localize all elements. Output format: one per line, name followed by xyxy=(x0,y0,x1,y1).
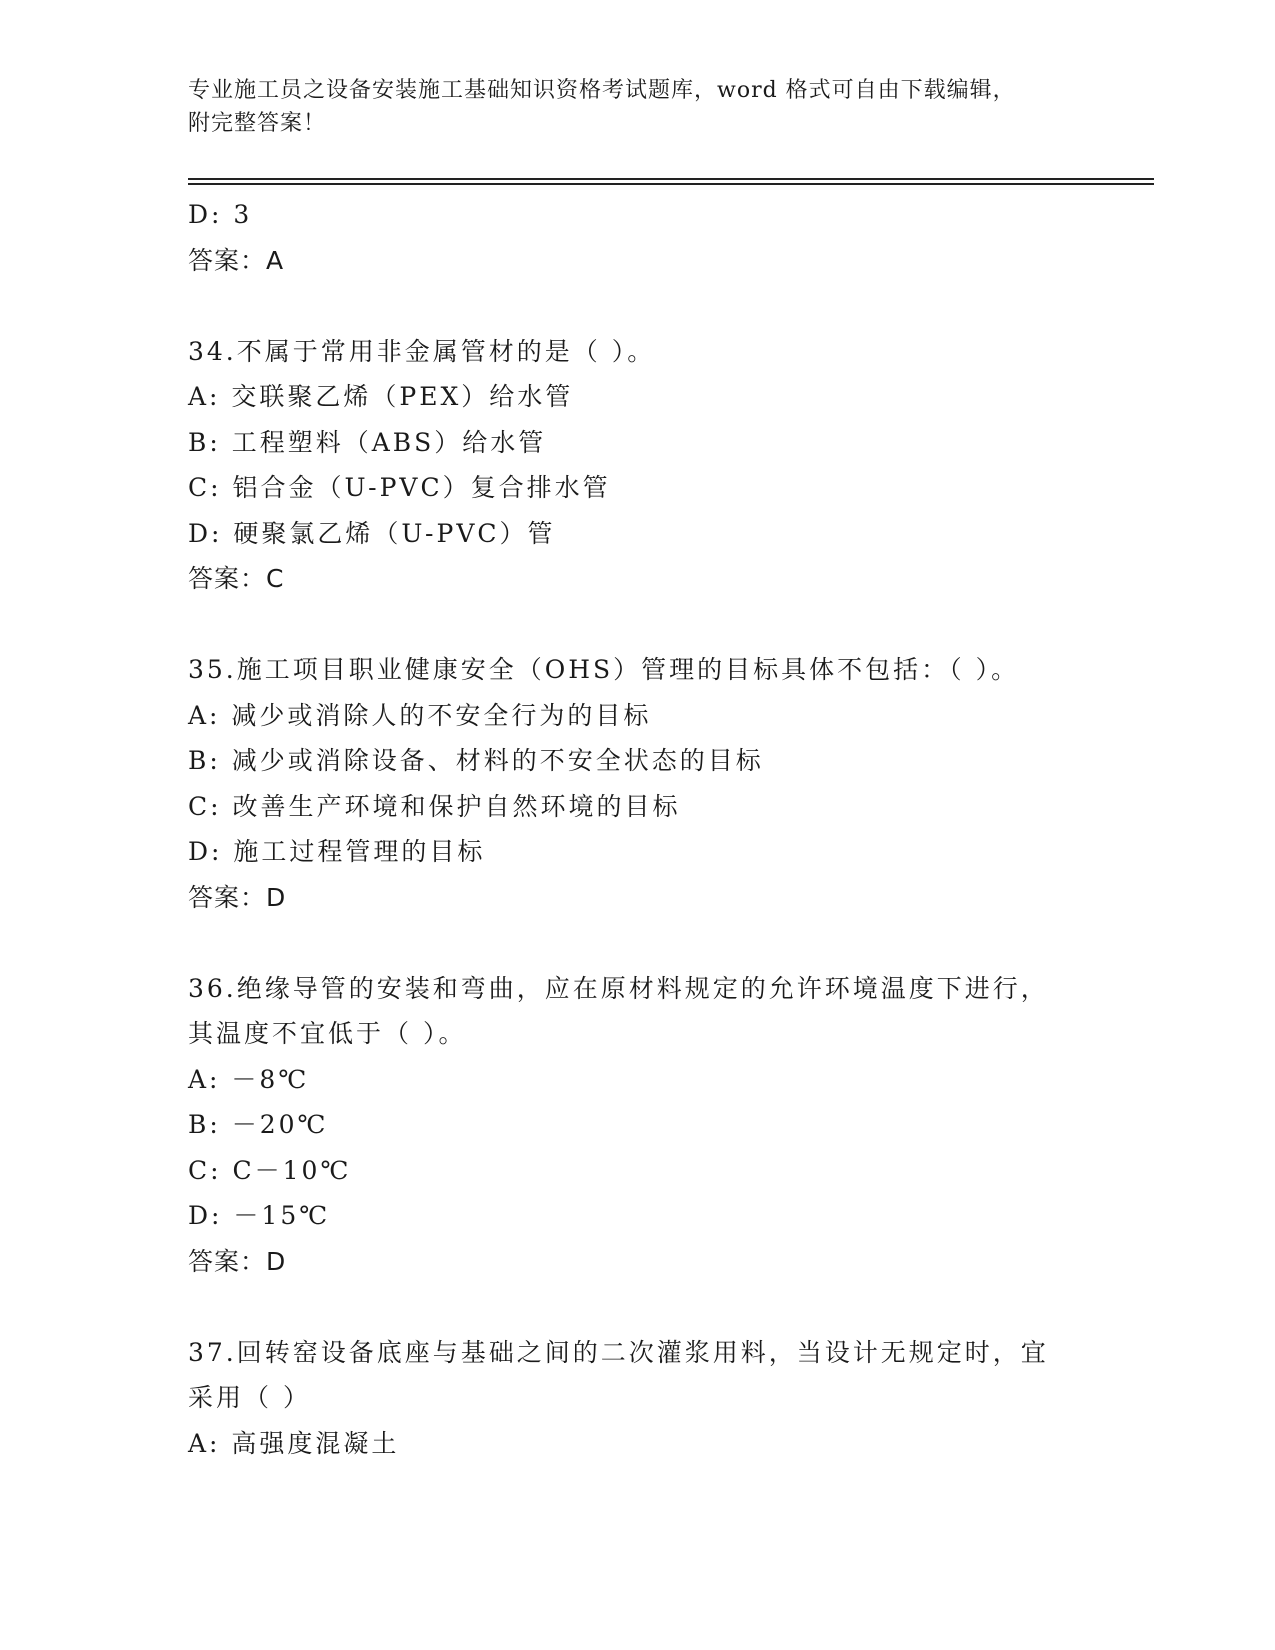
option-c: C: 铝合金（U-PVC）复合排水管 xyxy=(188,473,611,502)
spacer xyxy=(188,602,1088,648)
question-34 xyxy=(188,329,1088,602)
answer: 答案：D xyxy=(188,882,287,912)
spacer xyxy=(188,283,1088,329)
option-a: A: 高强度混凝土 xyxy=(188,1428,400,1458)
option-b: B: 工程塑料（ABS）给水管 xyxy=(188,427,547,457)
spacer xyxy=(188,1284,1088,1330)
option-d: D: 硬聚氯乙烯（U-PVC）管 xyxy=(188,518,556,548)
question-text-line-1: 36.绝缘导管的安装和弯曲，应在原材料规定的允许环境温度下进行， xyxy=(188,973,1049,1003)
answer: 答案：D xyxy=(188,1246,287,1276)
question-35 xyxy=(188,647,1088,920)
answer: 答案：C xyxy=(188,564,285,593)
question-text-line-1: 37.回转窑设备底座与基础之间的二次灌浆用料，当设计无规定时，宜 xyxy=(188,1337,1049,1367)
option-a: A: －8℃ xyxy=(188,1064,310,1094)
option-c: C: 改善生产环境和保护自然环境的目标 xyxy=(188,791,681,821)
question-text: 34.不属于常用非金属管材的是（ ）。 xyxy=(188,336,656,366)
question-text-line-2: 其温度不宜低于（ ）。 xyxy=(188,1019,467,1048)
header-divider-top xyxy=(188,178,1154,180)
prev-option-d: D: 3 xyxy=(188,200,253,229)
option-d: D: 施工过程管理的目标 xyxy=(188,837,486,866)
prev-answer: 答案：A xyxy=(188,245,285,275)
question-36 xyxy=(188,966,1088,1285)
option-b: B: 减少或消除设备、材料的不安全状态的目标 xyxy=(188,746,764,775)
document-body xyxy=(188,192,1088,1466)
spacer xyxy=(188,920,1088,966)
option-a: A: 减少或消除人的不安全行为的目标 xyxy=(188,700,652,730)
document-header xyxy=(188,74,1088,140)
header-line-2: 附完整答案！ xyxy=(188,111,327,136)
option-b: B: －20℃ xyxy=(188,1110,329,1139)
header-divider-bottom xyxy=(188,183,1154,185)
option-a: A: 交联聚乙烯（PEX）给水管 xyxy=(188,382,574,411)
question-37 xyxy=(188,1330,1088,1467)
option-c: C: C－10℃ xyxy=(188,1155,352,1185)
header-line-1: 专业施工员之设备安装施工基础知识资格考试题库，word 格式可自由下载编辑， xyxy=(188,78,1016,103)
option-d: D: －15℃ xyxy=(188,1201,331,1230)
question-text: 35.施工项目职业健康安全（OHS）管理的目标具体不包括：（ ）。 xyxy=(188,655,1020,684)
question-text-line-2: 采用（ ） xyxy=(188,1383,311,1412)
